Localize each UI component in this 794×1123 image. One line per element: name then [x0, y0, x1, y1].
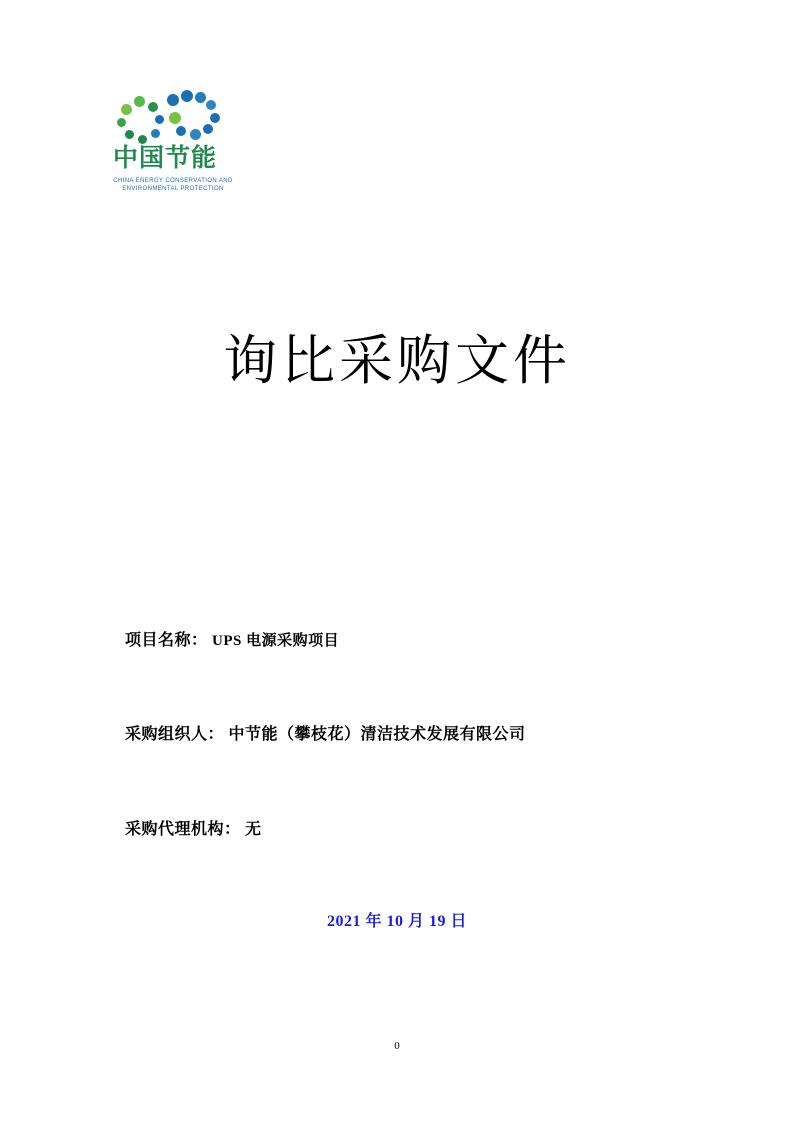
- document-date: 2021 年 10 月 19 日: [326, 913, 467, 930]
- logo-text-english: [109, 177, 237, 193]
- project-info-block: [125, 630, 685, 841]
- logo-text-english-line1: CHINA ENERGY CONSERVATION AND: [113, 177, 233, 184]
- logo-text-chinese: 中国节能: [113, 144, 218, 172]
- logo-block: [113, 88, 243, 198]
- page-title: 询比采购文件: [223, 331, 571, 391]
- field-purchasing-agency-value: 无: [245, 820, 262, 838]
- field-project-name-value: UPS 电源采购项目: [212, 633, 340, 649]
- logo-text-english-line2: ENVIRONMENTAL PROTECTION: [122, 185, 224, 192]
- field-purchasing-organization-value: 中节能（攀枝花）清洁技术发展有限公司: [228, 726, 526, 744]
- field-project-name: [125, 630, 685, 652]
- field-purchasing-organization-label: 采购组织人：: [125, 726, 225, 744]
- field-purchasing-organization: [125, 724, 685, 746]
- logo-icon: [115, 88, 233, 143]
- field-purchasing-agency-label: 采购代理机构：: [125, 820, 241, 838]
- page-number: 0: [394, 1040, 400, 1052]
- field-purchasing-agency: [125, 819, 685, 841]
- field-project-name-label: 项目名称：: [125, 632, 208, 649]
